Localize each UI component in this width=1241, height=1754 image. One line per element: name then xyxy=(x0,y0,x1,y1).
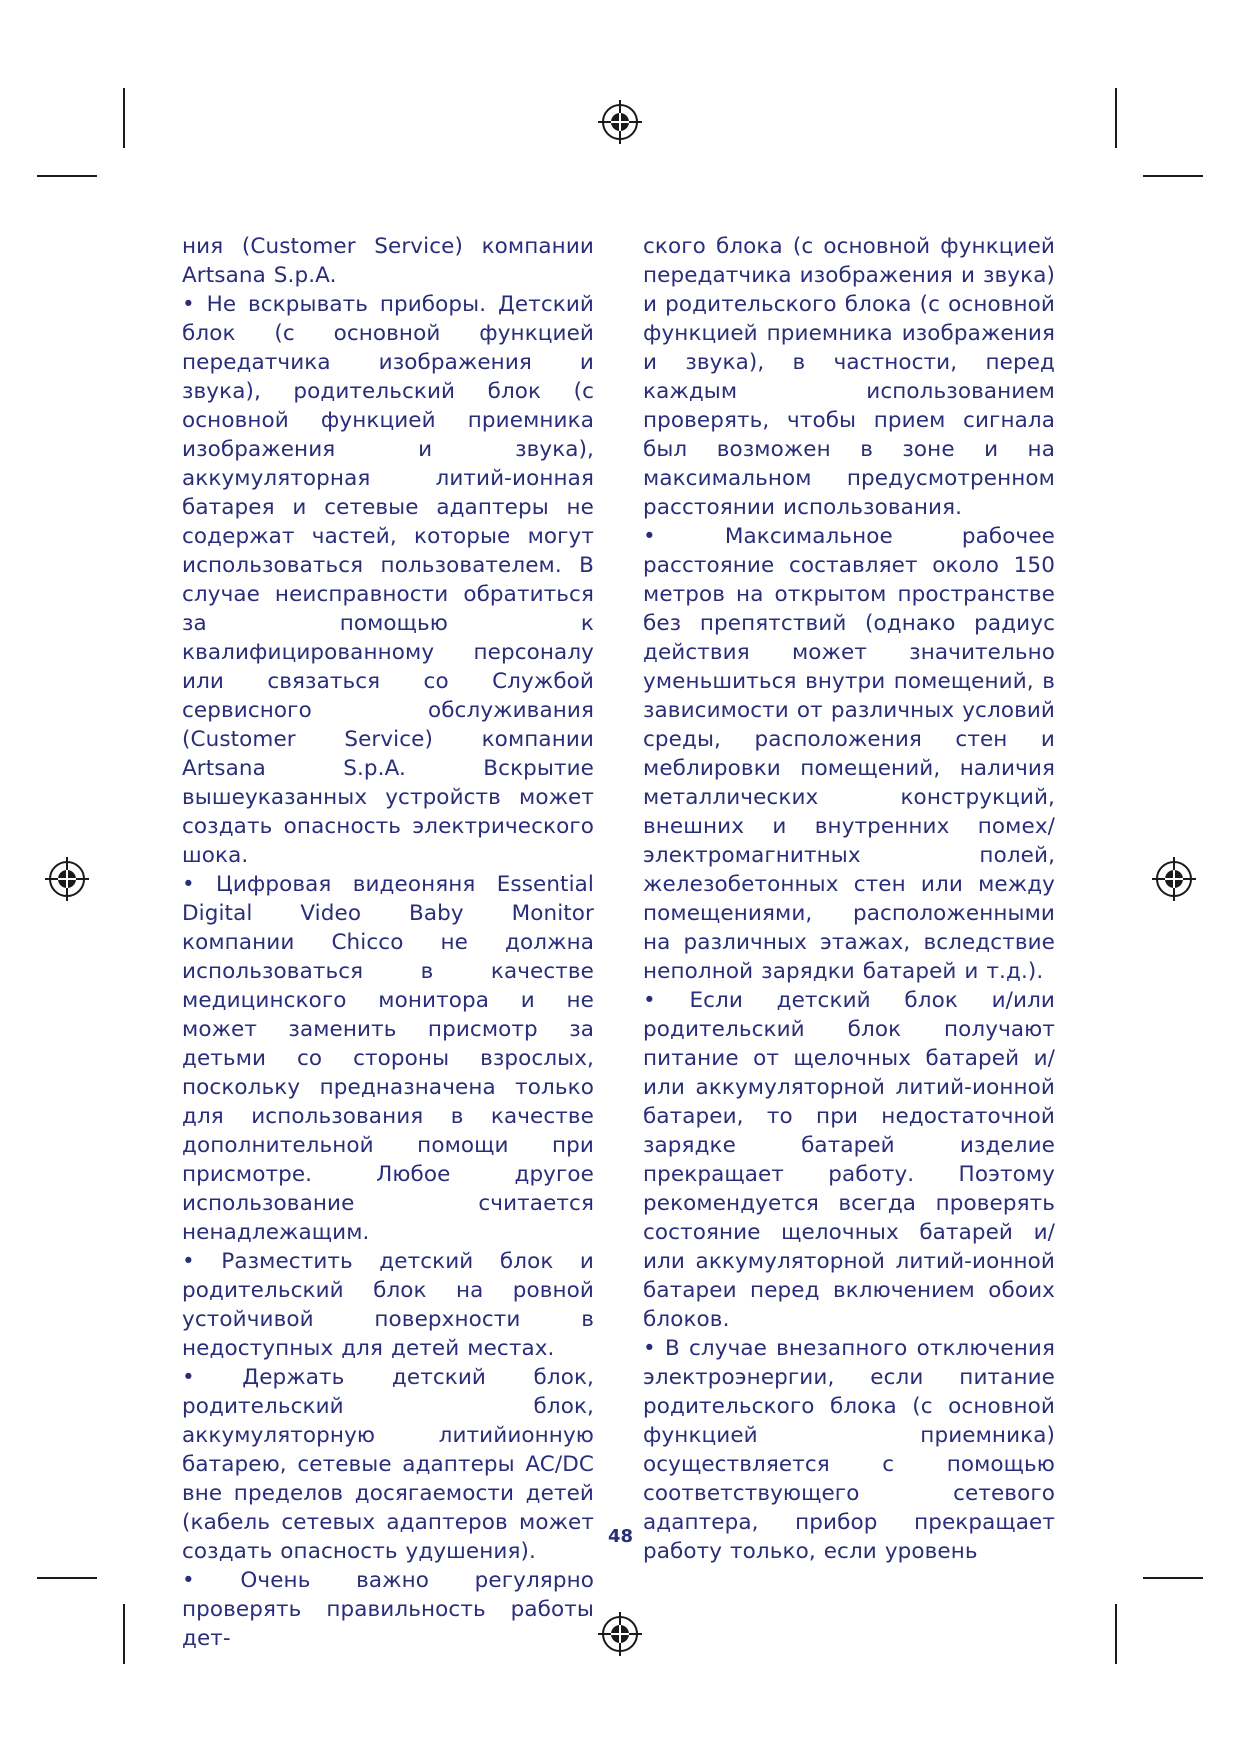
registration-mark-bottom-icon xyxy=(596,1610,644,1658)
crop-mark-top-right-horizontal xyxy=(1143,175,1203,177)
crop-mark-top-right-vertical xyxy=(1115,88,1117,148)
paragraph: • В случае внезапного отключения электроэнергии, если питание родительского блока (с основной функцией приемника) осуществляется с помощью соответствующего сетевого адаптера, прибор прекращает работу только, если уровень xyxy=(643,1336,1055,1564)
registration-mark-right-icon xyxy=(1150,855,1198,903)
crop-mark-top-left-horizontal xyxy=(37,175,97,177)
paragraph: • Если детский блок и/или родительский блок получают питание от щелочных батарей и/или аккумуляторной литий-ионной батареи, то при недостаточной зарядке батарей изделие прекращает работу. Поэтому рекомендуется всегда проверять состояние щелочных батарей и/или аккумуляторной литий-ионной батареи перед включением обоих блоков. xyxy=(643,988,1055,1332)
registration-mark-top-icon xyxy=(596,98,644,146)
crop-mark-top-left-vertical xyxy=(123,88,125,148)
paragraph: • Очень важно регулярно проверять правильность работы дет- xyxy=(182,1568,594,1651)
text-column-left xyxy=(182,232,594,1653)
paragraph: • Разместить детский блок и родительский блок на ровной устойчивой поверхности в недоступных для детей местах. xyxy=(182,1249,594,1361)
paragraph: • Держать детский блок, родительский блок, аккумуляторную литийионную батарею, сетевые адаптеры AC/DC вне пределов досягаемости детей (кабель сетевых адаптеров может создать опасность удушения). xyxy=(182,1365,594,1564)
crop-mark-bottom-right-vertical xyxy=(1115,1604,1117,1664)
crop-mark-bottom-left-horizontal xyxy=(37,1577,97,1579)
paragraph: ского блока (с основной функцией передатчика изображения и звука) и родительского блока (с основной функцией приемника изображения и звука), в частности, перед каждым использованием проверять, чтобы прием сигнала был возможен в зоне и на максимальном предусмотренном расстоянии использования. xyxy=(643,234,1055,520)
paragraph: • Не вскрывать приборы. Детский блок (с основной функцией передатчика изображения и звука), родительский блок (с основной функцией приемника изображения и звука), аккумуляторная литий-ионная батарея и сетевые адаптеры не содержат частей, которые могут использоваться пользователем. В случае неисправности обратиться за помощью к квалифицированному персоналу или связаться со Службой сервисного обслуживания (Customer Service) компании Artsana S.p.A. Вскрытие вышеуказанных устройств может создать опасность электрического шока. xyxy=(182,292,594,868)
paragraph: ния (Customer Service) компании Artsana S.p.A. xyxy=(182,234,594,288)
text-column-right xyxy=(643,232,1055,1566)
paragraph: • Цифровая видеоняня Essential Digital Video Baby Monitor компании Chicco не должна использоваться в качестве медицинского монитора и не может заменить присмотр за детьми со стороны взрослых, поскольку предназначена только для использования в качестве дополнительной помощи при присмотре. Любое другое использование считается ненадлежащим. xyxy=(182,872,594,1245)
page-number: 48 xyxy=(607,1526,634,1547)
paragraph: • Максимальное рабочее расстояние составляет около 150 метров на открытом пространстве без препятствий (однако радиус действия может значительно уменьшиться внутри помещений, в зависимости от различных условий среды, расположения стен и меблировки помещений, наличия металлических конструкций, внешних и внутренних помех/электромагнитных полей, железобетонных стен или между помещениями, расположенными на различных этажах, вследствие неполной зарядки батарей и т.д.). xyxy=(643,524,1055,984)
crop-mark-bottom-left-vertical xyxy=(123,1604,125,1664)
crop-mark-bottom-right-horizontal xyxy=(1143,1577,1203,1579)
registration-mark-left-icon xyxy=(43,855,91,903)
